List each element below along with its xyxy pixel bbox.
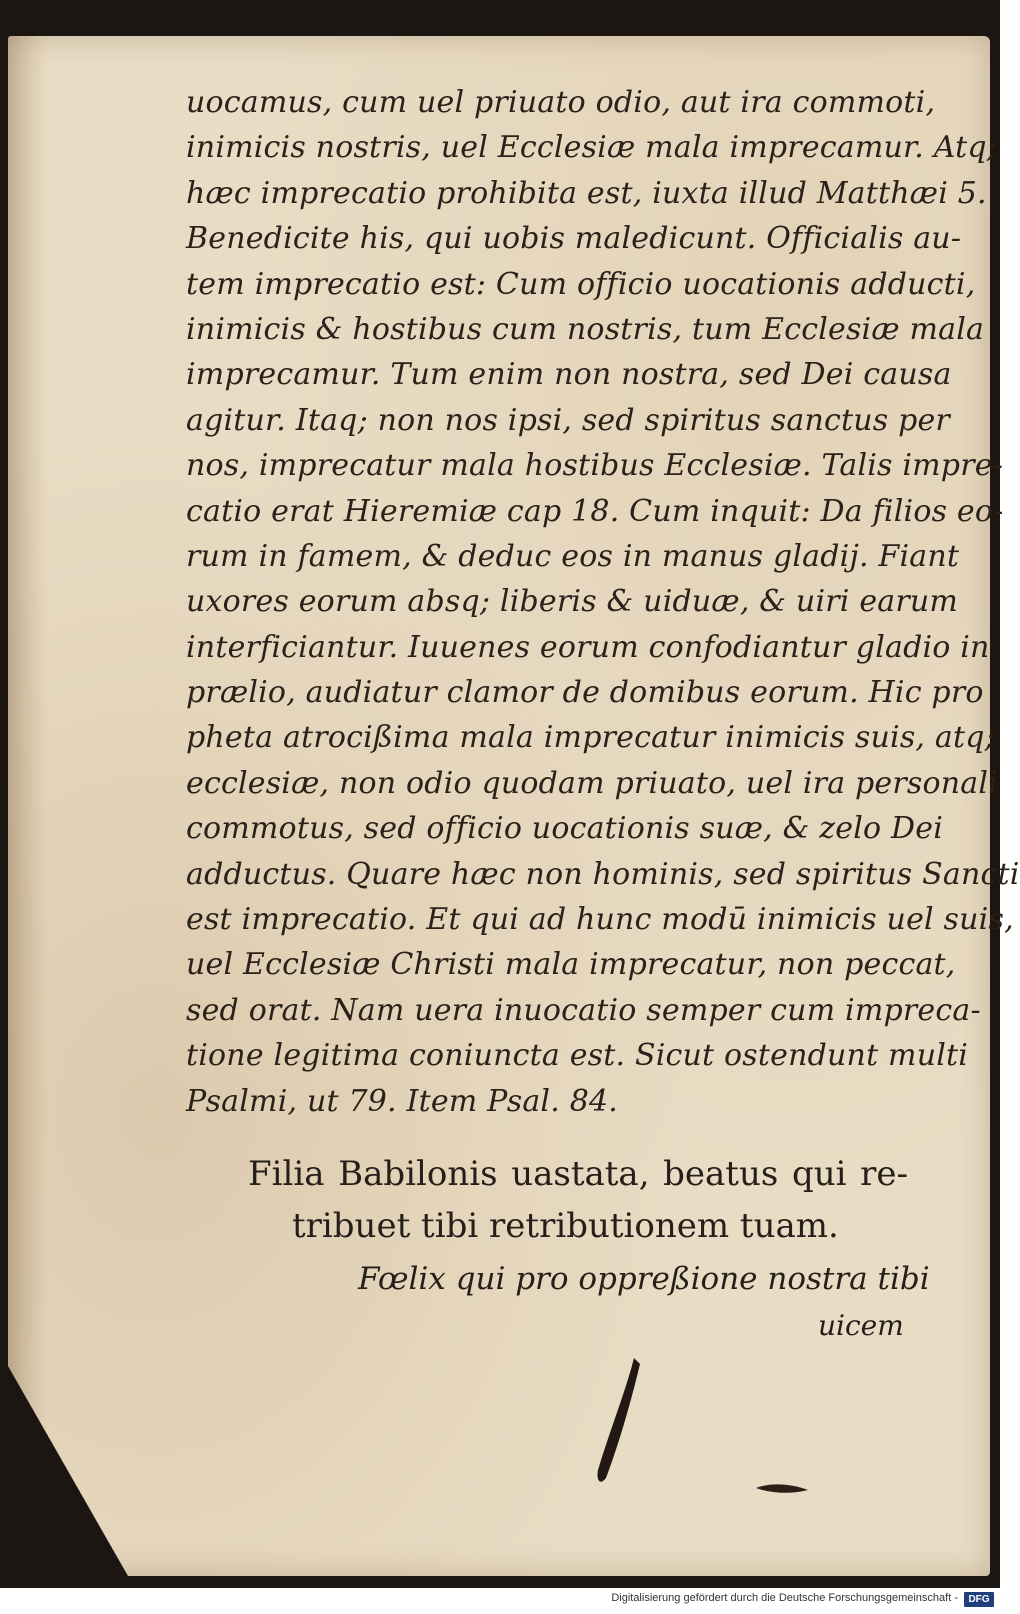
- dfg-logo: DFG: [964, 1592, 994, 1607]
- text-line: agitur. Itaq; non nos ipsi, sed spiritus sanctus per: [186, 402, 950, 438]
- text-line: inimicis & hostibus cum nostris, tum Ecclesiæ mala: [186, 311, 985, 347]
- text-line: est imprecatio. Et qui ad hunc modū inimicis uel suis,: [186, 902, 1014, 938]
- paraphrase-line: Fœlix qui pro oppreßione nostra tibi: [358, 1261, 930, 1297]
- handwritten-ink-stroke: [560, 1350, 680, 1500]
- text-line: nos, imprecatur mala hostibus Ecclesiæ. Talis impre-: [186, 448, 1004, 484]
- text-line: prælio, audiatur clamor de domibus eorum. Hic pro: [186, 675, 984, 711]
- text-line: inimicis nostris, uel Ecclesiæ mala imprecamur. Atq;: [186, 130, 998, 166]
- text-line: tione legitima coniuncta est. Sicut ostendunt multi: [186, 1038, 969, 1074]
- text-line: commotus, sed officio uocationis suæ, & zelo Dei: [186, 811, 944, 847]
- text-line: imprecamur. Tum enim non nostra, sed Dei causa: [186, 357, 952, 393]
- text-line: Psalmi, ut 79. Item Psal. 84.: [186, 1083, 619, 1119]
- text-line: adductus. Quare hæc non hominis, sed spiritus Sancti: [186, 856, 1020, 892]
- text-line: catio erat Hieremiæ cap 18. Cum inquit: Da filios eo-: [186, 493, 1004, 529]
- text-line: interficiantur. Iuuenes eorum confodiantur gladio in: [186, 629, 990, 665]
- ink-smudge: [752, 1478, 812, 1498]
- text-line: uel Ecclesiæ Christi mala imprecatur, non peccat,: [186, 947, 956, 983]
- text-line: rum in famem, & deduc eos in manus gladij. Fiant: [186, 538, 960, 574]
- text-line: uocamus, cum uel priuato odio, aut ira commoti,: [186, 85, 936, 120]
- psalm-verse: [248, 1148, 908, 1252]
- text-line: uxores eorum absq; liberis & uiduæ, & uiri earum: [186, 584, 959, 620]
- torn-page-corner: [8, 1366, 128, 1576]
- catchword: uicem: [818, 1309, 904, 1342]
- text-line: ecclesiæ, non odio quodam priuato, uel ira personali: [186, 765, 998, 801]
- text-line: tem imprecatio est: Cum officio uocationis adducti,: [186, 266, 976, 302]
- text-line: Benedicite his, qui uobis maledicunt. Officialis au-: [186, 221, 962, 257]
- digitization-footer: [0, 1588, 1000, 1614]
- verse-line: tribuet tibi retributionem tuam.: [292, 1206, 839, 1246]
- text-line: sed orat. Nam uera inuocatio semper cum impreca-: [186, 992, 981, 1028]
- text-line: pheta atrocißima mala imprecatur inimicis suis, atq;: [186, 720, 995, 756]
- footer-credit: Digitalisierung gefördert durch die Deutsche Forschungsgemeinschaft -: [611, 1592, 958, 1604]
- text-line: hæc imprecatio prohibita est, iuxta illud Matthæi 5.: [186, 175, 987, 211]
- main-text-block: [186, 80, 1020, 1124]
- verse-line: Filia Babilonis uastata, beatus qui re-: [248, 1154, 908, 1194]
